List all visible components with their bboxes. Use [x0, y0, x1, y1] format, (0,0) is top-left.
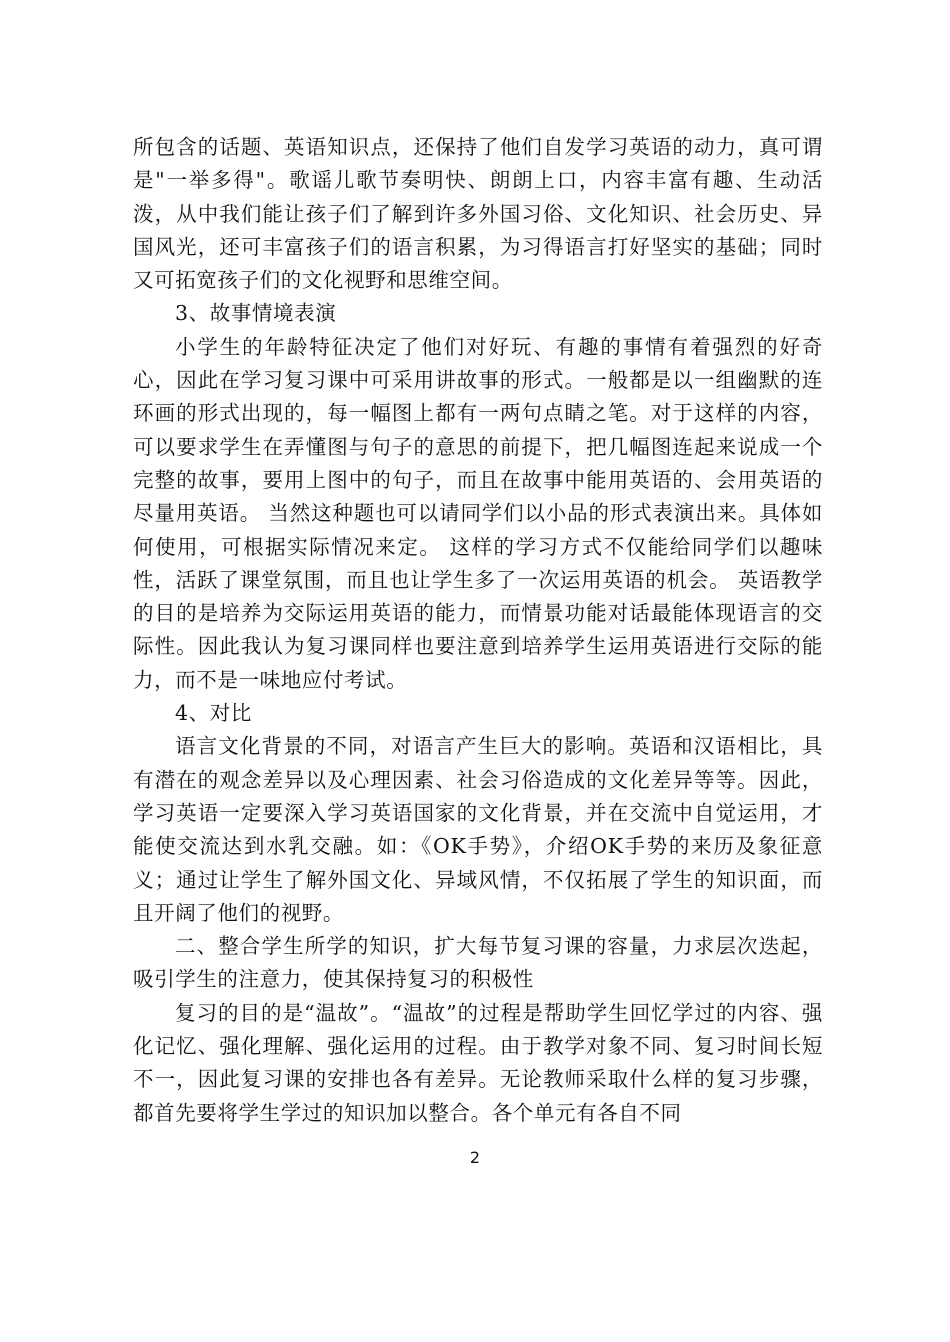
section-heading-contrast: 4、对比	[175, 701, 252, 726]
page-number: 2	[469, 1148, 481, 1167]
paragraph-story-performance: 小学生的年龄特征决定了他们对好玩、有趣的事情有着强烈的好奇心，因此在学习复习课中可采用讲故事的形式。一般都是以一组幽默的连环画的形式出现的，每一幅图上都有一两句点睛之笔。对于这样的内容，可以要求学生在弄懂图与句子的意思的前提下，把几幅图连起来说成一个完整的故事，要用上图中的句子，而且在故事中能用英语的、会用英语的尽量用英语。 当然这种题也可以请同学们以小品的形式表演出来。具体如何使用，可根据实际情况来定。 这样的学习方式不仅能给同学们以趣味性，活跃了课堂氛围，而且也让学生多了一次运用英语的机会。 英语教学的目的是培养为交际运用英语的能力，而情景功能对话最能体现语言的交际性。因此我认为复习课同样也要注意到培养学生运用英语进行交际的能力，而不是一味地应付考试。	[133, 334, 823, 692]
section-heading-story-performance: 3、故事情境表演	[175, 301, 337, 326]
document-body	[133, 131, 823, 1130]
section-heading-integration: 二、整合学生所学的知识，扩大每节复习课的容量，力求层次迭起，吸引学生的注意力，使其保持复习的积极性	[133, 934, 823, 992]
paragraph-review-purpose: 复习的目的是“温故”。“温故”的过程是帮助学生回忆学过的内容、强化记忆、强化理解、强化运用的过程。由于教学对象不同、复习时间长短不一，因此复习课的安排也各有差异。无论教师采取什么样的复习步骤，都首先要将学生学过的知识加以整合。各个单元有各自不同	[133, 1000, 823, 1125]
paragraph-continuation: 所包含的话题、英语知识点，还保持了他们自发学习英语的动力，真可谓是"一举多得"。歌谣儿歌节奏明快、朗朗上口，内容丰富有趣、生动活泼，从中我们能让孩子们了解到许多外国习俗、文化知识、社会历史、异国风光，还可丰富孩子们的语言积累，为习得语言打好坚实的基础；同时又可拓宽孩子们的文化视野和思维空间。	[133, 135, 823, 293]
paragraph-contrast: 语言文化背景的不同，对语言产生巨大的影响。英语和汉语相比，具有潜在的观念差异以及心理因素、社会习俗造成的文化差异等等。因此，学习英语一定要深入学习英语国家的文化背景，并在交流中自觉运用，才能使交流达到水乳交融。如：《OK手势》，介绍OK手势的来历及象征意义；通过让学生了解外国文化、异域风情，不仅拓展了学生的知识面，而且开阔了他们的视野。	[133, 734, 823, 925]
